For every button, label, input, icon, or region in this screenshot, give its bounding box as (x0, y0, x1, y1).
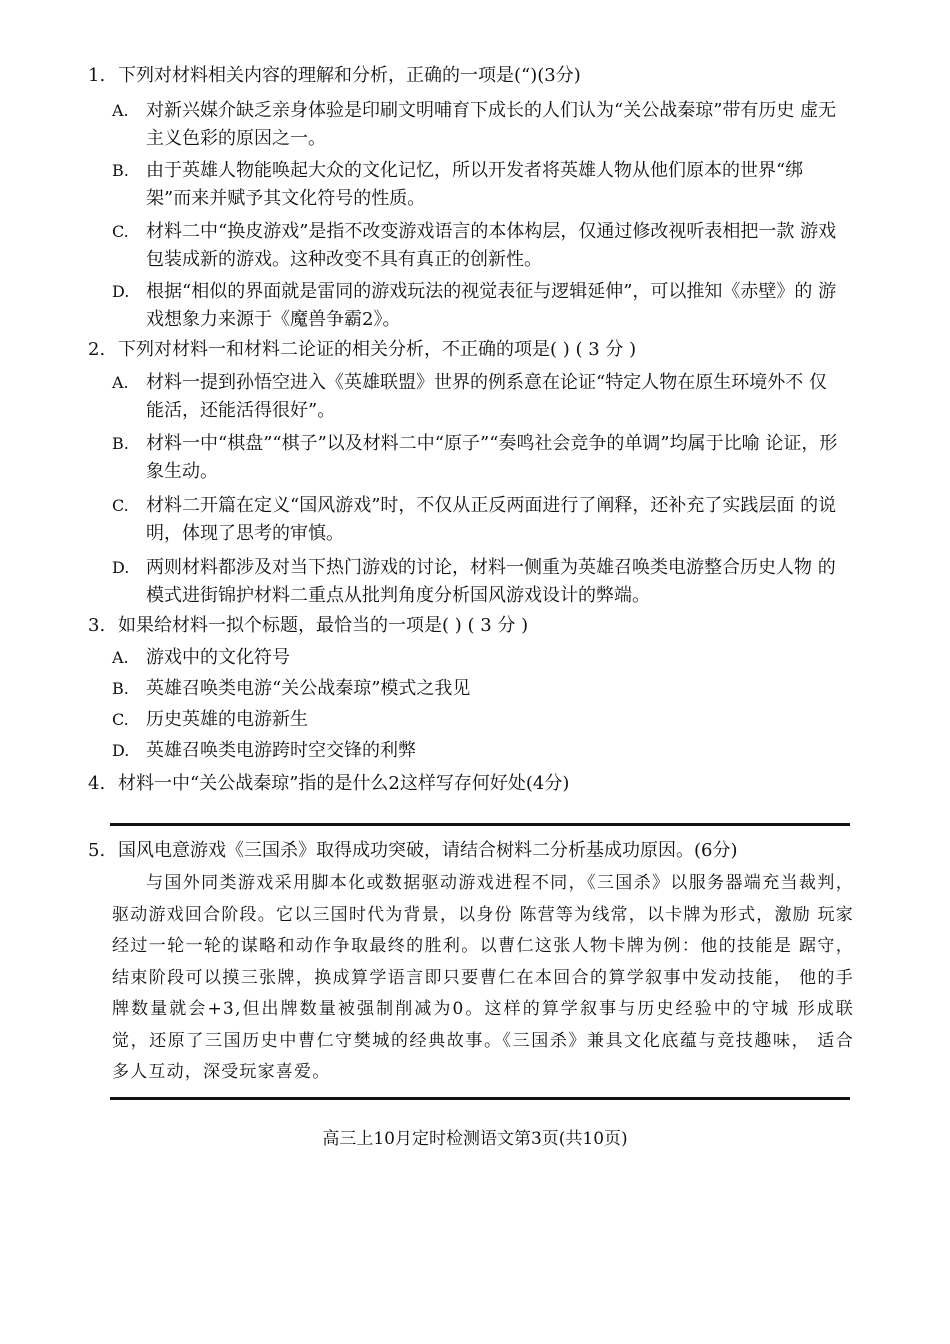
question-1-option-c (112, 218, 842, 274)
question-2-stem (88, 337, 636, 363)
question-1-option-b (112, 157, 842, 213)
option-letter: A. (112, 648, 129, 667)
option-letter: A. (112, 373, 129, 392)
option-letter: B. (112, 679, 129, 698)
option-text: 材料二中“换皮游戏”是指不改变游戏语言的本体构层，仅通过修改视听表相把一款 游戏包装成新的游戏。这种改变不具有真正的创新性。 (146, 221, 837, 270)
option-text: 英雄召唤类电游跨时空交锋的利弊 (146, 740, 416, 761)
question-3-stem (88, 613, 528, 639)
question-2-option-b (112, 430, 842, 486)
answer-line (110, 1097, 850, 1100)
option-text: 材料一提到孙悟空进入《英雄联盟》世界的例系意在论证“特定人物在原生环境外不 仅能活，还能活得很好”。 (146, 372, 827, 421)
question-text: 如果给材料一拟个标题，最恰当的一项是( ) ( 3 分 ) (118, 615, 529, 636)
option-letter: C. (112, 710, 129, 729)
option-text: 游戏中的文化符号 (146, 647, 290, 668)
answer-line (110, 823, 850, 826)
option-text: 英雄召唤类电游“关公战秦琼”模式之我见 (146, 678, 471, 699)
option-text: 历史英雄的电游新生 (146, 709, 308, 730)
option-letter: D. (112, 741, 130, 760)
question-1-stem (88, 63, 581, 89)
option-text: 材料一中“棋盘”“棋子”以及材料二中“原子”“奏鸣社会竞争的单调”均属于比喻 论证，形象生动。 (146, 433, 838, 482)
question-text: 材料一中“关公战秦琼”指的是什么2这样写存何好处(4分) (118, 773, 570, 794)
option-letter: C. (112, 496, 129, 515)
option-letter: D. (112, 558, 130, 577)
question-number: 3. (88, 615, 106, 636)
question-1-option-d (112, 278, 842, 334)
question-1-option-a (112, 97, 842, 153)
question-5-stem (88, 838, 738, 864)
question-3-option-a (112, 644, 842, 672)
passage-paragraph: 与国外同类游戏采用脚本化或数据驱动游戏进程不同，《三国杀》以服务器端充当裁判， 驱动游戏回合阶段。它以三国时代为背景，以身份 陈营等为线常，以卡牌为形式，激励 玩家经过一轮一轮的谋略和动作争取最终的胜利。以曹仁这张人物卡牌为例：他的技能是 踞守，结束阶段可以摸三张牌，换成算学语言即只要曹仁在本回合的算学叙事中发动技能， 他的手牌数量就会+3,但出牌数量被强制削减为0。这样的算学叙事与历史经验中的守城 形成联觉，还原了三国历史中曹仁守樊城的经典故事。《三国杀》兼具文化底蕴与竞技趣味， 适合多人互动，深受玩家喜爱。 (112, 873, 854, 1082)
question-text: 下列对材料相关内容的理解和分析，正确的一项是(“)(3分) (118, 65, 581, 86)
option-text: 两则材料都涉及对当下热门游戏的讨论，材料一侧重为英雄召唤类电游整合历史人物 的模式进街锦护材料二重点从批判角度分析国风游戏设计的弊端。 (146, 557, 836, 606)
question-number: 5. (88, 840, 106, 861)
question-3-option-d (112, 737, 842, 765)
question-2-option-a (112, 369, 842, 425)
question-3-option-c (112, 706, 842, 734)
option-letter: C. (112, 222, 129, 241)
question-4-stem (88, 771, 569, 797)
option-text: 材料二开篇在定义“国风游戏”时，不仅从正反两面进行了阐释，还补充了实践层面 的说明，体现了思考的审慎。 (146, 495, 837, 544)
option-letter: D. (112, 282, 130, 301)
option-text: 根据“相似的界面就是雷同的游戏玩法的视觉表征与逻辑延伸”，可以推知《赤壁》的 游戏想象力来源于《魔兽争霸2》。 (146, 281, 837, 330)
option-letter: A. (112, 101, 129, 120)
option-letter: B. (112, 434, 129, 453)
page-footer: 高三上10月定时检测语文第3页(共10页) (322, 1129, 628, 1149)
question-2-option-c (112, 492, 842, 548)
question-number: 4. (88, 773, 106, 794)
option-text: 对新兴媒介缺乏亲身体验是印刷文明哺育下成长的人们认为“关公战秦琼”带有历史 虚无主义色彩的原因之一。 (146, 100, 837, 149)
question-text: 国风电意游戏《三国杀》取得成功突破，请结合树料二分析基成功原因。(6分) (118, 840, 738, 861)
question-3-option-b (112, 675, 842, 703)
reading-passage (112, 868, 854, 1089)
question-number: 1. (88, 65, 106, 86)
option-text: 由于英雄人物能唤起大众的文化记忆，所以开发者将英雄人物从他们原本的世界“绑架”而来并赋予其文化符号的性质。 (146, 160, 804, 209)
option-letter: B. (112, 161, 129, 180)
question-number: 2. (88, 339, 106, 360)
question-text: 下列对材料一和材料二论证的相关分析，不正确的项是( ) ( 3 分 ) (118, 339, 637, 360)
question-2-option-d (112, 554, 842, 610)
